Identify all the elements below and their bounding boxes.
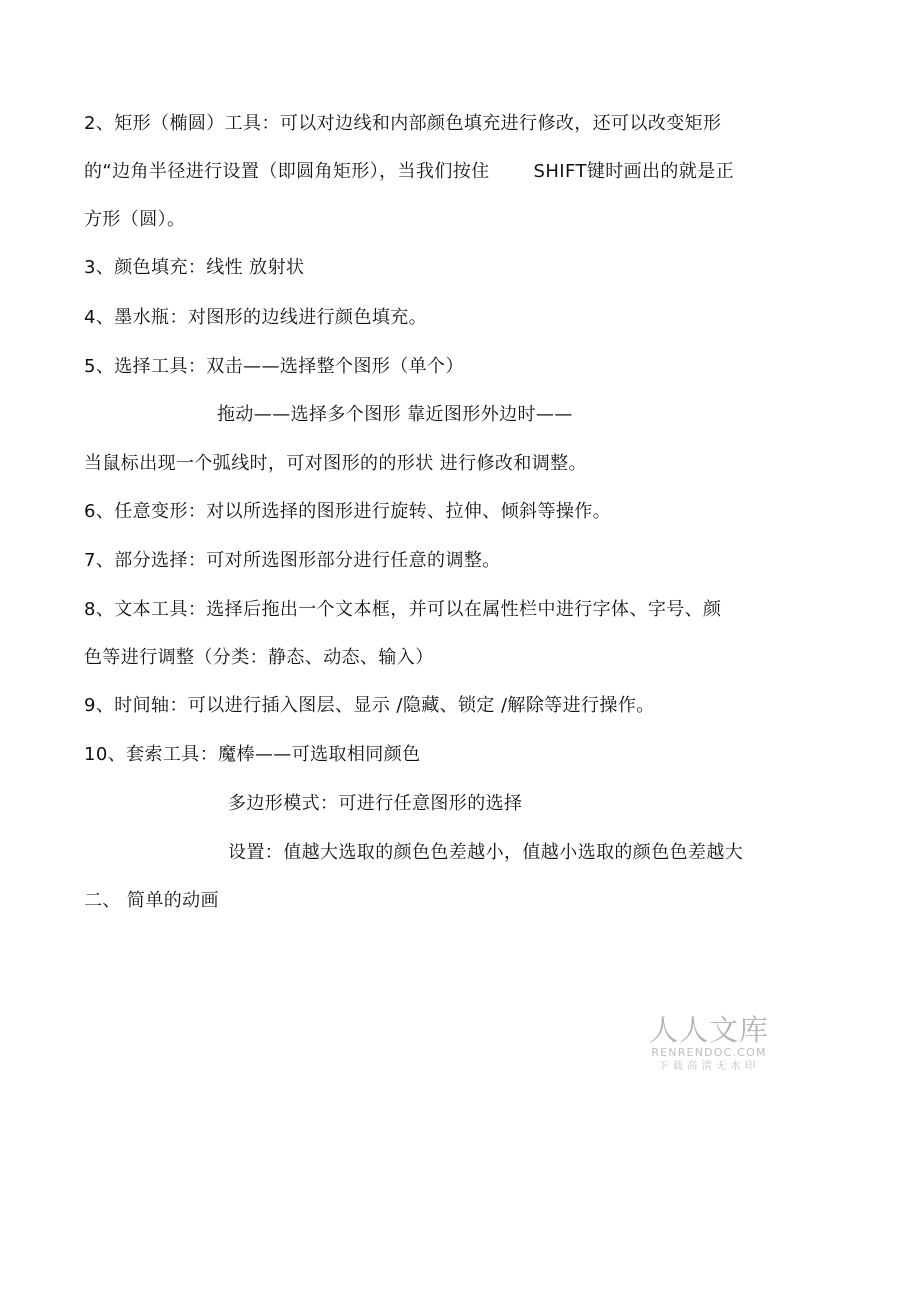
text-line-9: 6、任意变形：对以所选择的图形进行旋转、拉伸、倾斜等操作。 (84, 501, 612, 522)
text-line-5: 4、墨水瓶：对图形的边线进行颜色填充。 (84, 307, 428, 328)
text-line-7: 拖动——选择多个图形 靠近图形外边时—— (217, 404, 573, 425)
text-line-11: 8、文本工具：选择后拖出一个文本框，并可以在属性栏中进行字体、字号、颜 (84, 599, 722, 620)
text-line-15: 多边形模式：可进行任意图形的选择 (228, 793, 523, 814)
watermark (646, 1014, 772, 1074)
text-line-2 (84, 160, 734, 184)
text-line-14: 10、套索工具：魔棒——可选取相同颜色 (84, 744, 421, 765)
text-line-4: 3、颜色填充：线性 放射状 (84, 257, 305, 278)
text-line-8: 当鼠标出现一个弧线时，可对图形的的形状 进行修改和调整。 (84, 453, 587, 474)
text-line-13: 9、时间轴：可以进行插入图层、显示 /隐藏、锁定 /解除等进行操作。 (84, 695, 655, 716)
section-heading: 二、 简单的动画 (84, 890, 219, 911)
text-line-16: 设置：值越大选取的颜色色差越小，值越小选取的颜色色差越大 (228, 842, 744, 863)
text-line-3: 方形（圆）。 (84, 209, 186, 230)
text-line-2-part-2: SHIFT键时画出的就是正 (533, 161, 735, 182)
watermark-subtitle: 下载高清无水印 (658, 1061, 760, 1072)
watermark-domain: RENRENDOC.COM (651, 1046, 767, 1059)
text-line-10: 7、部分选择：可对所选图形部分进行任意的调整。 (84, 550, 501, 571)
watermark-title: 人人文库 (648, 1013, 769, 1047)
text-line-1: 2、矩形（椭圆）工具：可以对边线和内部颜色填充进行修改，还可以改变矩形 (84, 113, 722, 134)
text-line-12: 色等进行调整（分类：静态、动态、输入） (84, 647, 434, 668)
text-line-6: 5、选择工具：双击——选择整个图形（单个） (84, 356, 464, 377)
text-line-2-part-1: 的“边角半径进行设置（即圆角矩形），当我们按住 (84, 161, 490, 182)
